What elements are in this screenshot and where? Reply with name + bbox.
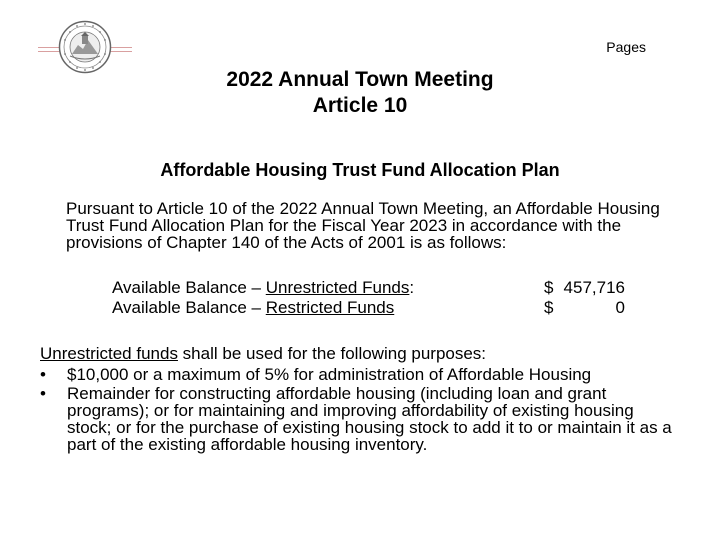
unrestricted-funds-heading: Unrestricted funds <box>40 344 178 363</box>
page-title-article: Article 10 <box>312 94 408 117</box>
list-item <box>40 385 680 453</box>
currency-symbol: $ <box>544 278 554 297</box>
balance-label <box>112 298 394 318</box>
town-seal-icon <box>58 20 112 74</box>
currency-symbol: $ <box>544 298 554 317</box>
section-heading: Affordable Housing Trust Fund Allocation Plan <box>160 160 560 180</box>
decorative-line <box>110 47 132 48</box>
decorative-line <box>38 47 60 48</box>
bullet-icon: • <box>40 384 46 403</box>
purposes-text: shall be used for the following purposes: <box>177 344 487 363</box>
list-item <box>40 366 680 383</box>
unrestricted-funds-text: Unrestricted Funds <box>265 278 410 297</box>
balance-row-unrestricted <box>112 278 632 298</box>
list-item-text: Remainder for constructing affordable housing (including loan and grant programs); or for maintaining and improving affordability of existing housing stock; or for the purchase of existing housing stock to add it to or maintain it as a part of the existing affordable housing inventory. <box>67 384 672 454</box>
purposes-intro <box>40 344 486 364</box>
restricted-funds-text: Restricted Funds <box>265 298 395 317</box>
balance-amount: 457,716 <box>563 278 625 297</box>
decorative-line <box>38 51 60 52</box>
list-item-text: $10,000 or a maximum of 5% for administration of Affordable Housing <box>67 365 592 384</box>
page-title: 2022 Annual Town Meeting <box>226 68 494 91</box>
balance-row-restricted <box>112 298 632 318</box>
decorative-line <box>110 51 132 52</box>
balance-prefix: Available Balance – <box>112 298 266 317</box>
purposes-list <box>40 364 680 453</box>
bullet-icon: • <box>40 365 46 384</box>
pages-label: Pages <box>606 39 646 55</box>
balance-prefix: Available Balance – <box>112 278 266 297</box>
balance-amount: 0 <box>615 298 625 317</box>
balance-suffix: : <box>409 278 415 297</box>
balance-label <box>112 278 414 298</box>
intro-paragraph: Pursuant to Article 10 of the 2022 Annual Town Meeting, an Affordable Housing Trust Fund Allocation Plan for the Fiscal Year 2023 in accordance with the provisions of Chapter 140 of the Acts of 2001 is as follows: <box>66 199 660 252</box>
